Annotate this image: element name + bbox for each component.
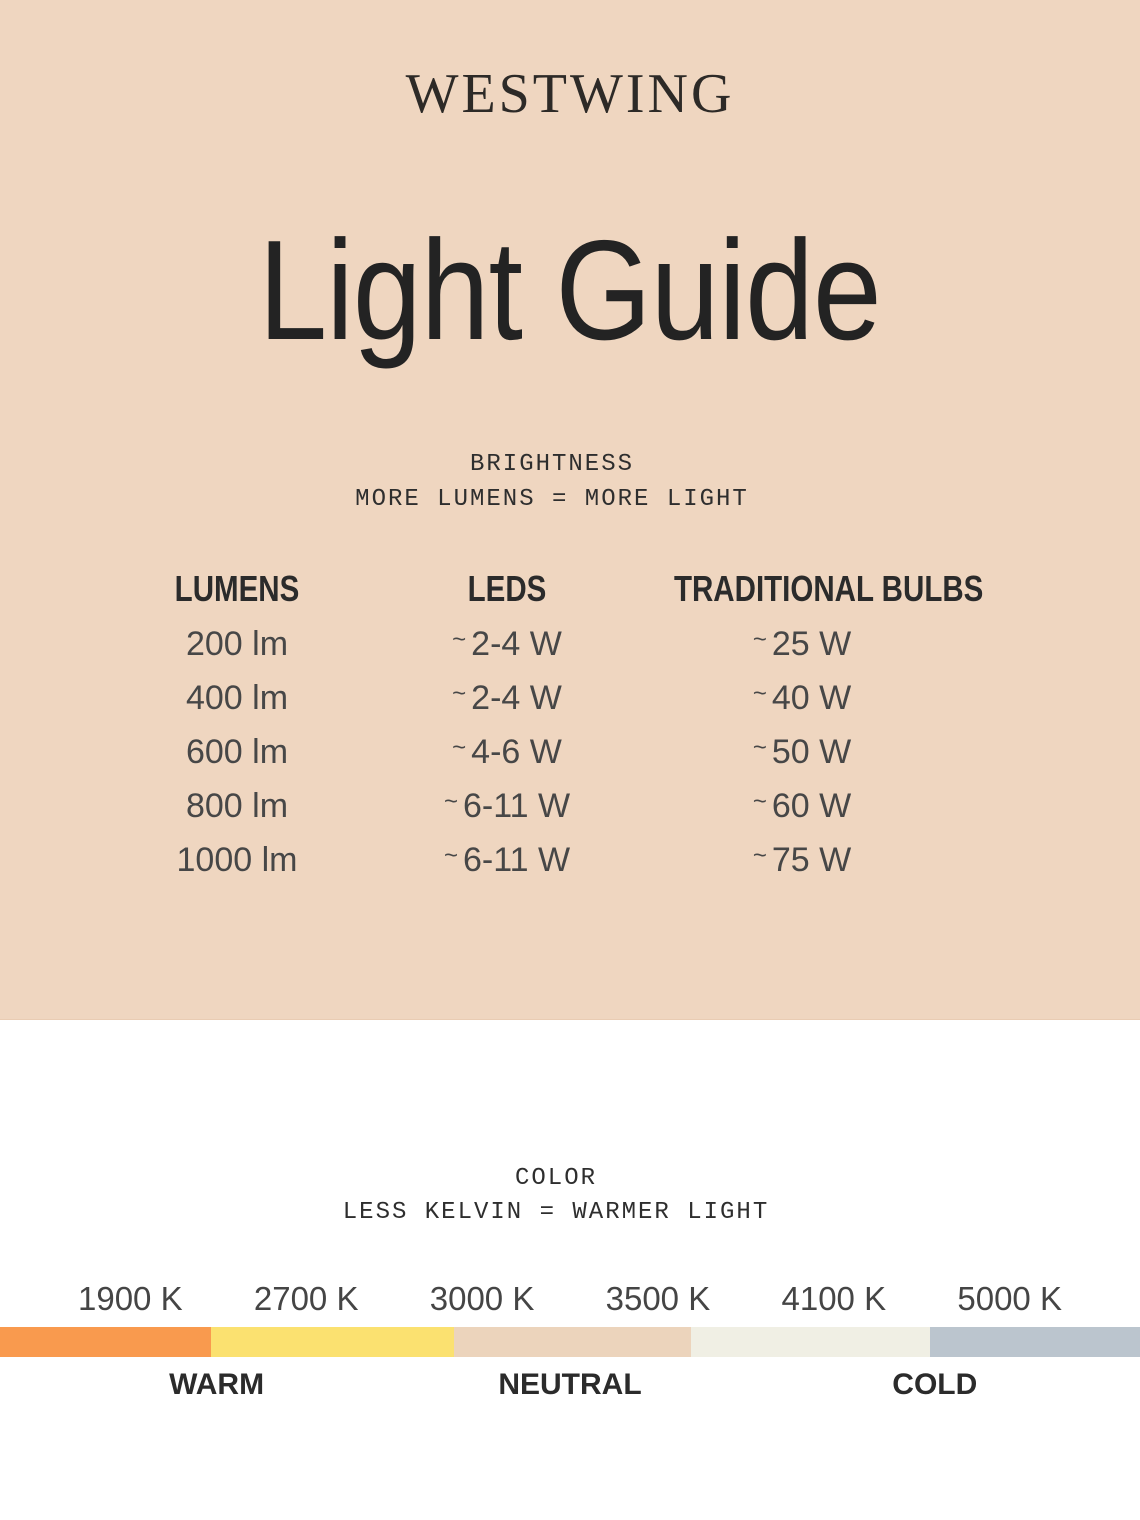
approx-tilde: ~ [752,841,767,869]
scale-segment-warm-yellow [211,1327,454,1357]
bulbs-cell: ~ 60 W [752,786,852,825]
approx-tilde: ~ [452,679,467,707]
approx-tilde: ~ [443,841,458,869]
lumens-cell: 1000 lm [176,840,298,879]
kelvin-label: 1900 K [78,1280,183,1317]
leds-cell: ~ 6-11 W [443,840,571,879]
kelvin-label: 4100 K [781,1280,887,1317]
approx-tilde: ~ [752,625,767,653]
kelvin-label: 5000 K [957,1280,1062,1317]
temp-label-neutral: NEUTRAL [498,1368,642,1401]
table-row [100,779,1140,833]
bulbs-cell: ~ 50 W [752,732,852,771]
lumens-cell: 400 lm [185,678,289,717]
bulbs-cell: ~ 40 W [752,678,852,717]
table-row [100,671,1140,725]
leds-cell: ~ 4-6 W [452,732,562,771]
kelvin-label: 3500 K [605,1280,711,1317]
approx-tilde: ~ [452,733,467,761]
approx-tilde: ~ [452,625,467,653]
brand-logo: WESTWING [405,63,735,125]
temperature-labels [0,1369,1140,1401]
kelvin-scale-labels [0,1282,1140,1315]
brightness-subheading: MORE LUMENS = MORE LIGHT [355,486,749,513]
color-heading: COLOR [514,1165,597,1192]
leds-cell: ~ 6-11 W [443,786,571,825]
approx-tilde: ~ [752,733,767,761]
temp-label-cold: COLD [892,1368,978,1401]
lumens-cell: 800 lm [185,786,289,825]
kelvin-label: 2700 K [253,1280,359,1317]
color-subheading: LESS KELVIN = WARMER LIGHT [342,1199,770,1226]
table-row [100,617,1140,671]
approx-tilde: ~ [752,679,767,707]
color-temperature-section [0,1020,1140,1520]
table-header-leds: LEDS [467,568,547,609]
leds-cell: ~ 2-4 W [452,624,562,663]
table-row [100,725,1140,779]
bulbs-cell: ~ 75 W [752,840,852,879]
color-heading-block [0,1162,1126,1230]
scale-segment-cold-blue-gray [930,1327,1140,1357]
page-title-text: Light Guide [258,211,882,370]
brightness-heading: BRIGHTNESS [469,451,635,478]
bulbs-cell: ~ 25 W [752,624,852,663]
table-header-lumens: LUMENS [174,568,300,609]
table-row [100,833,1140,887]
scale-segment-neutral-cream [691,1327,930,1357]
lumens-table [0,568,1140,887]
scale-segment-warm-orange [0,1327,211,1357]
color-temperature-scale-bar [0,1327,1140,1357]
table-header-traditional-bulbs: TRADITIONAL BULBS [673,568,984,609]
temp-label-warm: WARM [169,1368,265,1401]
kelvin-label: 3000 K [429,1280,535,1317]
brightness-heading-block [0,447,1122,517]
lumens-cell: 200 lm [185,624,289,663]
approx-tilde: ~ [752,787,767,815]
lumens-cell: 600 lm [185,732,289,771]
lumens-table-header-row [100,568,1140,609]
leds-cell: ~ 2-4 W [452,678,562,717]
page-title [0,211,1140,370]
lumens-table-body [100,617,1140,887]
approx-tilde: ~ [443,787,458,815]
scale-segment-neutral-tan [454,1327,691,1357]
